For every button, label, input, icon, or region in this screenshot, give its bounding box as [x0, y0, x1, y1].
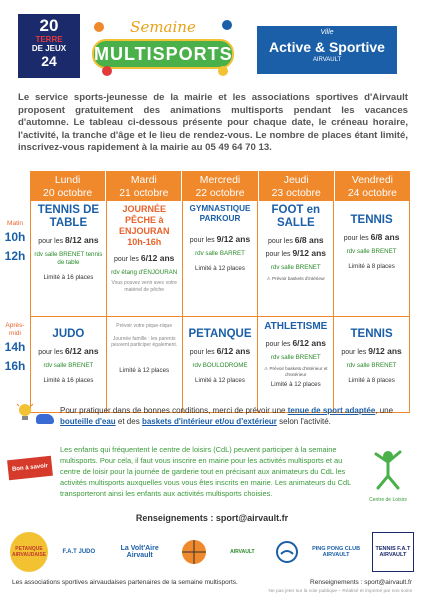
intro-text: Le service sports-jeunesse de la mairie et les associations sportives d'Airvault proposent gratuitement des animations multisports pendant les vacances d'automne. Le tableau ci-dessous présente pour chaque date, le créneau horaire, l'activité, la tranche d'âge et le lieu de rendez-vous. Le nombre de places étant limité, inscrivez-vous rapidement à la mairie au 05 49 64 70 13.: [18, 92, 408, 154]
swim-icon: [274, 532, 300, 572]
afternoon-row: [30, 317, 410, 413]
tdj-line2: TERRE: [35, 35, 63, 44]
vas-ville: Ville: [320, 29, 334, 36]
vas-sub: AIRVAULT: [312, 57, 342, 63]
ball-icon: [94, 22, 104, 32]
petanque-logo: PETANQUE AIRVAUDAISE: [10, 532, 48, 572]
person-icon: [368, 448, 408, 492]
warning-icon: ⚠: [266, 276, 272, 281]
lightbulb-icon: [16, 402, 34, 424]
multisports-label: MULTISPORTS: [92, 39, 234, 69]
apres-end: 16h: [4, 359, 26, 373]
day-friday: Vendredi 24 octobre: [335, 171, 410, 201]
matin-end: 12h: [4, 249, 26, 263]
basketball-icon: [179, 537, 209, 567]
cell-mon-pm: JUDO pour les 6/12 ans rdv salle BRENET Limité à 16 places: [31, 317, 107, 413]
sneaker-icon: [36, 414, 54, 424]
partner-logos: [10, 527, 414, 577]
tdj-year: 20: [39, 16, 59, 35]
cell-tue-am: JOURNÉE PÊCHE à ENJOURAN 10h-16h pour les 6/12 ans rdv étang d'ENJOURAN Vous pouvez venir avec votre matériel de pêche: [107, 201, 183, 317]
cell-tue-pm: Prévoir votre pique-nique Journée famille : les parents peuvent participer également. Limité à 12 places: [107, 317, 183, 413]
sports-icons: [177, 532, 211, 572]
vas-title: Active & Sportive: [269, 39, 385, 55]
semaine-multisports-logo: [92, 18, 234, 76]
ping-pong-logo: PING PONG CLUB AIRVAULT: [312, 546, 361, 558]
ball-icon: [222, 20, 232, 30]
apres-start: 14h: [4, 340, 26, 354]
matin-start: 10h: [4, 230, 26, 244]
tennis-logo: TENNIS F.A.T AIRVAULT: [372, 532, 414, 572]
day-wednesday: Mercredi 22 octobre: [182, 171, 258, 201]
tdj-line4: 24: [41, 53, 57, 69]
cell-mon-am: TENNIS DE TABLE pour les 8/12 ans rdv salle BRENET tennis de table Limité à 16 places: [31, 201, 107, 317]
warning-note: ⚠ Prévoir baskets d'intérieur et d'extérieur: [264, 366, 328, 377]
warning-note: ⚠ Prévoir baskets d'intérieur: [266, 276, 325, 281]
cell-wed-pm: PETANQUE pour les 6/12 ans rdv BOULODROME Limité à 12 places: [183, 317, 259, 413]
cdl-text: Les enfants qui fréquentent le centre de loisirs (CdL) peuvent participer à la semaine multisports. Pour cela, il faut vous inscrire en mairie pour les activités multisports et au centre de loisir pour la journée de garderie tout en précisant aux animateurs du CdL les activités multisports auxquelles vous vous êtes inscrits en mairie. Les animateurs du CdL transporteront ainsi les enfants aux activités multisports choisies.: [60, 445, 351, 498]
header: [0, 0, 424, 88]
ball-icon: [218, 66, 228, 76]
ville-active-sportive-logo: [257, 26, 397, 74]
semaine-label: Semaine: [130, 18, 196, 36]
airvault-club-logo: AIRVAULT: [230, 549, 255, 555]
footer: [12, 579, 412, 586]
renseignements: Renseignements : sport@airvault.fr: [135, 513, 289, 523]
judo-logo: F.A.T JUDO: [62, 549, 96, 555]
warning-icon: ⚠: [264, 366, 270, 371]
days-header: [30, 171, 410, 201]
footer-left: Les associations sportives airvaudaises partenaires de la semaine multisports.: [12, 579, 238, 586]
terre-de-jeux-logo: [18, 14, 80, 78]
day-thursday: Jeudi 23 octobre: [259, 171, 335, 201]
matin-label: Matin 10h 12h: [0, 220, 30, 266]
voltaire-logo: La Volt'Aire Airvault: [120, 545, 159, 559]
cell-wed-am: GYMNASTIQUE PARKOUR pour les 9/12 ans rdv salle BARRET Limité à 12 places: [183, 201, 259, 317]
cell-fri-am: TENNIS pour les 6/8 ans rdv salle BRENET Limité à 8 places: [334, 201, 410, 317]
ball-icon: [102, 66, 112, 76]
day-tuesday: Mardi 21 octobre: [106, 171, 182, 201]
footer-small: Ne pas jeter sur la voie publique – Réalisé et imprimé par nos soins: [268, 589, 412, 594]
tip-text: Pour pratiquer dans de bonnes conditions, merci de prévoir une tenue de sport adaptée, une bouteille d'eau et des baskets d'intérieur et/ou d'extérieur selon l'activité.: [60, 406, 394, 426]
swimmer-icon: [275, 540, 299, 564]
day-monday: Lundi 20 octobre: [30, 171, 106, 201]
apres-midi-label: Après-midi 14h 16h: [0, 322, 30, 376]
centre-de-loisirs-logo: Centre de Loisirs: [368, 448, 408, 504]
schedule-table: [30, 171, 410, 413]
cell-thu-am: FOOT en SALLE pour les 6/8 ans pour les 9/12 ans rdv salle BRENET ⚠ Prévoir baskets d'intérieur: [258, 201, 334, 317]
morning-row: [30, 201, 410, 317]
cell-thu-pm: ATHLETISME pour les 6/12 ans rdv salle BRENET ⚠ Prévoir baskets d'intérieur et d'extérieur Limité à 12 places: [258, 317, 334, 413]
bon-a-savoir-badge: Bon à savoir: [7, 456, 53, 480]
cell-fri-pm: TENNIS pour les 9/12 ans rdv salle BRENET Limité à 8 places: [334, 317, 410, 413]
footer-right: Renseignements : sport@airvault.fr: [310, 579, 412, 586]
tdj-line3: DE JEUX: [31, 44, 67, 53]
